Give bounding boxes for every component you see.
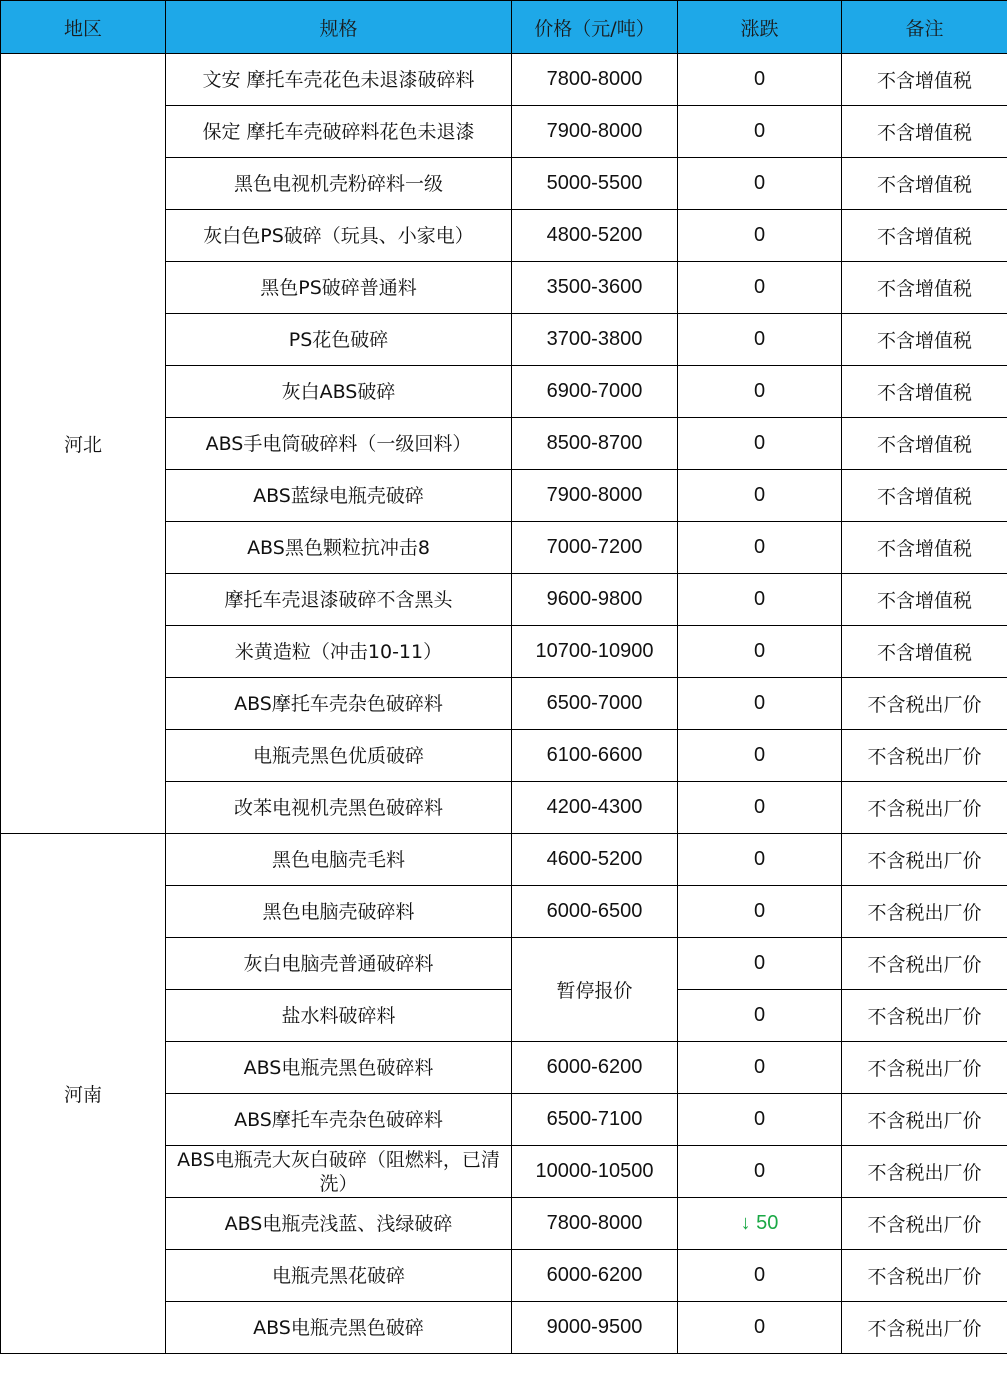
price-cell: 7900-8000 xyxy=(512,470,678,522)
spec-cell: 电瓶壳黑色优质破碎 xyxy=(166,730,512,782)
price-cell: 10000-10500 xyxy=(512,1146,678,1198)
note-cell: 不含税出厂价 xyxy=(842,782,1007,834)
note-cell: 不含增值税 xyxy=(842,626,1007,678)
spec-cell: 黑色电视机壳粉碎料一级 xyxy=(166,158,512,210)
price-cell: 7800-8000 xyxy=(512,54,678,106)
spec-cell: ABS电瓶壳黑色破碎 xyxy=(166,1302,512,1354)
change-cell: 0 xyxy=(678,1042,842,1094)
note-cell: 不含税出厂价 xyxy=(842,730,1007,782)
note-cell: 不含增值税 xyxy=(842,522,1007,574)
price-cell: 7800-8000 xyxy=(512,1198,678,1250)
price-cell: 4600-5200 xyxy=(512,834,678,886)
change-cell: 0 xyxy=(678,522,842,574)
spec-cell: 米黄造粒（冲击10-11） xyxy=(166,626,512,678)
spec-cell: ABS电瓶壳黑色破碎料 xyxy=(166,1042,512,1094)
note-cell: 不含税出厂价 xyxy=(842,886,1007,938)
note-cell: 不含增值税 xyxy=(842,574,1007,626)
change-cell: 0 xyxy=(678,886,842,938)
change-cell: 0 xyxy=(678,1094,842,1146)
change-cell: 0 xyxy=(678,262,842,314)
table-row xyxy=(1,834,1007,886)
price-cell: 9000-9500 xyxy=(512,1302,678,1354)
region-henan: 河南 xyxy=(1,834,166,1354)
change-cell: 0 xyxy=(678,470,842,522)
note-cell: 不含税出厂价 xyxy=(842,1146,1007,1198)
change-value: 50 xyxy=(756,1212,779,1234)
price-cell: 4200-4300 xyxy=(512,782,678,834)
price-cell: 6000-6200 xyxy=(512,1042,678,1094)
change-cell: 0 xyxy=(678,730,842,782)
change-cell: 0 xyxy=(678,626,842,678)
price-cell: 3500-3600 xyxy=(512,262,678,314)
note-cell: 不含增值税 xyxy=(842,106,1007,158)
spec-cell: 摩托车壳退漆破碎不含黑头 xyxy=(166,574,512,626)
spec-cell: 灰白电脑壳普通破碎料 xyxy=(166,938,512,990)
note-cell: 不含增值税 xyxy=(842,262,1007,314)
note-cell: 不含税出厂价 xyxy=(842,990,1007,1042)
spec-cell: 文安 摩托车壳花色未退漆破碎料 xyxy=(166,54,512,106)
spec-cell: 黑色电脑壳毛料 xyxy=(166,834,512,886)
price-cell: 6000-6200 xyxy=(512,1250,678,1302)
spec-cell: ABS电瓶壳大灰白破碎（阻燃料，已清洗） xyxy=(166,1146,512,1198)
spec-cell: 灰白色PS破碎（玩具、小家电） xyxy=(166,210,512,262)
price-cell: 9600-9800 xyxy=(512,574,678,626)
price-cell: 8500-8700 xyxy=(512,418,678,470)
price-cell: 6100-6600 xyxy=(512,730,678,782)
note-cell: 不含增值税 xyxy=(842,314,1007,366)
price-cell: 6500-7100 xyxy=(512,1094,678,1146)
header-change: 涨跌 xyxy=(678,1,842,54)
header-spec: 规格 xyxy=(166,1,512,54)
spec-cell: ABS摩托车壳杂色破碎料 xyxy=(166,1094,512,1146)
price-cell: 6000-6500 xyxy=(512,886,678,938)
spec-cell: 黑色电脑壳破碎料 xyxy=(166,886,512,938)
change-cell: 0 xyxy=(678,314,842,366)
note-cell: 不含税出厂价 xyxy=(842,1094,1007,1146)
note-cell: 不含税出厂价 xyxy=(842,1302,1007,1354)
change-cell: 0 xyxy=(678,782,842,834)
change-cell: 0 xyxy=(678,938,842,990)
change-cell: 0 xyxy=(678,418,842,470)
price-cell: 7900-8000 xyxy=(512,106,678,158)
note-cell: 不含增值税 xyxy=(842,54,1007,106)
price-cell: 6900-7000 xyxy=(512,366,678,418)
price-cell: 7000-7200 xyxy=(512,522,678,574)
change-cell-down xyxy=(678,1198,842,1250)
note-cell: 不含税出厂价 xyxy=(842,1198,1007,1250)
note-cell: 不含增值税 xyxy=(842,366,1007,418)
price-cell: 3700-3800 xyxy=(512,314,678,366)
spec-cell: ABS蓝绿电瓶壳破碎 xyxy=(166,470,512,522)
note-cell: 不含增值税 xyxy=(842,210,1007,262)
price-cell-suspended: 暂停报价 xyxy=(512,938,678,1042)
note-cell: 不含税出厂价 xyxy=(842,938,1007,990)
change-cell: 0 xyxy=(678,1146,842,1198)
spec-cell: ABS手电筒破碎料（一级回料） xyxy=(166,418,512,470)
spec-cell: 盐水料破碎料 xyxy=(166,990,512,1042)
down-arrow-icon: ↓ xyxy=(740,1212,751,1234)
spec-cell: ABS黑色颗粒抗冲击8 xyxy=(166,522,512,574)
change-cell: 0 xyxy=(678,210,842,262)
spec-cell: ABS摩托车壳杂色破碎料 xyxy=(166,678,512,730)
note-cell: 不含税出厂价 xyxy=(842,834,1007,886)
change-cell: 0 xyxy=(678,574,842,626)
spec-cell: 黑色PS破碎普通料 xyxy=(166,262,512,314)
change-cell: 0 xyxy=(678,678,842,730)
spec-cell: 保定 摩托车壳破碎料花色未退漆 xyxy=(166,106,512,158)
note-cell: 不含增值税 xyxy=(842,418,1007,470)
region-hebei: 河北 xyxy=(1,54,166,834)
header-region: 地区 xyxy=(1,1,166,54)
change-cell: 0 xyxy=(678,1302,842,1354)
change-cell: 0 xyxy=(678,106,842,158)
note-cell: 不含税出厂价 xyxy=(842,1250,1007,1302)
note-cell: 不含增值税 xyxy=(842,470,1007,522)
header-row xyxy=(1,1,1007,54)
header-note: 备注 xyxy=(842,1,1007,54)
change-cell: 0 xyxy=(678,158,842,210)
table-row xyxy=(1,54,1007,106)
note-cell: 不含税出厂价 xyxy=(842,678,1007,730)
change-cell: 0 xyxy=(678,990,842,1042)
change-cell: 0 xyxy=(678,1250,842,1302)
change-cell: 0 xyxy=(678,834,842,886)
price-cell: 6500-7000 xyxy=(512,678,678,730)
spec-cell: 灰白ABS破碎 xyxy=(166,366,512,418)
spec-cell: 电瓶壳黑花破碎 xyxy=(166,1250,512,1302)
spec-cell: ABS电瓶壳浅蓝、浅绿破碎 xyxy=(166,1198,512,1250)
change-cell: 0 xyxy=(678,54,842,106)
price-cell: 4800-5200 xyxy=(512,210,678,262)
note-cell: 不含增值税 xyxy=(842,158,1007,210)
spec-cell: PS花色破碎 xyxy=(166,314,512,366)
spec-cell: 改苯电视机壳黑色破碎料 xyxy=(166,782,512,834)
header-price: 价格（元/吨） xyxy=(512,1,678,54)
price-cell: 10700-10900 xyxy=(512,626,678,678)
note-cell: 不含税出厂价 xyxy=(842,1042,1007,1094)
price-cell: 5000-5500 xyxy=(512,158,678,210)
change-cell: 0 xyxy=(678,366,842,418)
